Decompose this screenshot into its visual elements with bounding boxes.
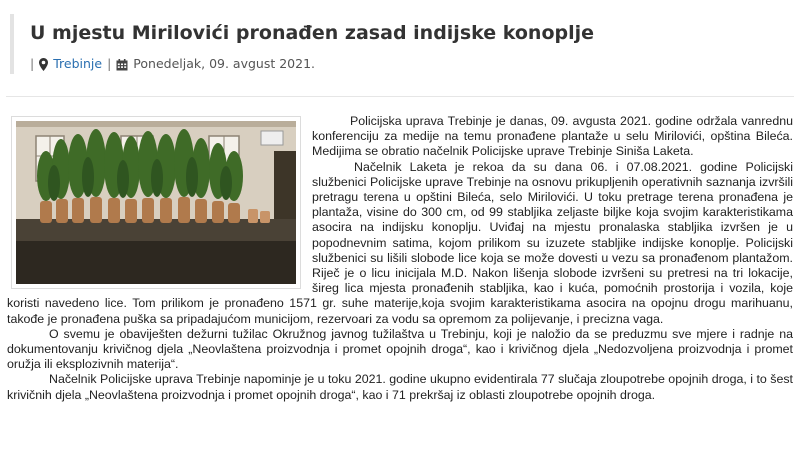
- map-marker-icon: [39, 56, 48, 71]
- location-link[interactable]: Trebinje: [53, 56, 103, 71]
- article-body: [7, 114, 793, 403]
- article-meta: [30, 56, 315, 71]
- article-title: U mjestu Mirilovići pronađen zasad indijske konoplje: [30, 22, 595, 44]
- calendar-icon: [116, 56, 128, 71]
- header-divider: [6, 96, 794, 97]
- photo-spacer: [7, 114, 312, 294]
- article-header: [10, 14, 794, 74]
- article-date: Ponedeljak, 09. avgust 2021.: [133, 56, 316, 71]
- article-paragraph: O svemu je obaviješten dežurni tužilac Okružnog javnog tužilaštva u Trebinju, koji je naložio da se preduzmu sve mjere i radnje na dokumentovanju krivičnog djela „Neovlaštena proizvodnja i promet opojnih droga“, kao i krivičnog djela „Nedozvoljena proizvodnja i promet oružja ili eksplozivnih materija“.: [7, 326, 793, 372]
- meta-separator: |: [30, 56, 35, 71]
- meta-separator: |: [107, 56, 112, 71]
- article-paragraph: Načelnik Policijske uprava Trebinje napominje je u toku 2021. godine ukupno evidentirala 77 slučaja zloupotrebe opojnih droga, i to šest krivičnih djela „Neovlaštena proizvodnja i promet opojnih droga“, kao i 71 prekršaj iz oblasti zloupotrebe opojnih droga.: [7, 372, 793, 402]
- article-paragraph: Načelnik Laketa je rekoa da su dana 06. i 07.08.2021. godine Policijski službenici Policijske uprave Trebinje na osnovu prikupljenih operativnih saznanja izvršili pretragu terena u opštini Bileća, selo Mirilovići. U toku pretrage terena pronađena je plantaža, visine do 300 cm, od 99 stabljika zeljaste biljke koja svojim karakteristikama asocira na indijsku konoplju. Uviđaj na mjestu pronalaska stabljika izvršen je u popodnevnim satima, kojom prilikom su izuzete stabljike indijske konoplje. Policijski službenici su lišili slobode lice koja se može dovesti u vezu sa pronađenom plantažom. Riječ je o licu inicijala M.D. Nakon lišenja slobode izvršeni su pretresi na tri lokacije, šireg lica mjesta pronađenih stabljika, kao i kuća, pomoćnih prostorija i vozila, koje koristi navedeno lice. Tom prilikom je pronađeno 1571 gr. suhe materije,koja svojim karakteristikama asocira na opojnu drogu marihuanu, takođe je pronađena puška sa pripadajućom municijom, rezervoari za vodu sa opremom za polijevanje, i precizna vaga.: [7, 159, 793, 326]
- article-paragraph: Policijska uprava Trebinje je danas, 09. avgusta 2021. godine održala vanrednu konferenciju za medije na temu pronađene plantaže u selu Mirilovići, opština Bileća. Medijima se obratio načelnik Policijske uprave Trebinje Siniša Laketa.: [312, 114, 793, 159]
